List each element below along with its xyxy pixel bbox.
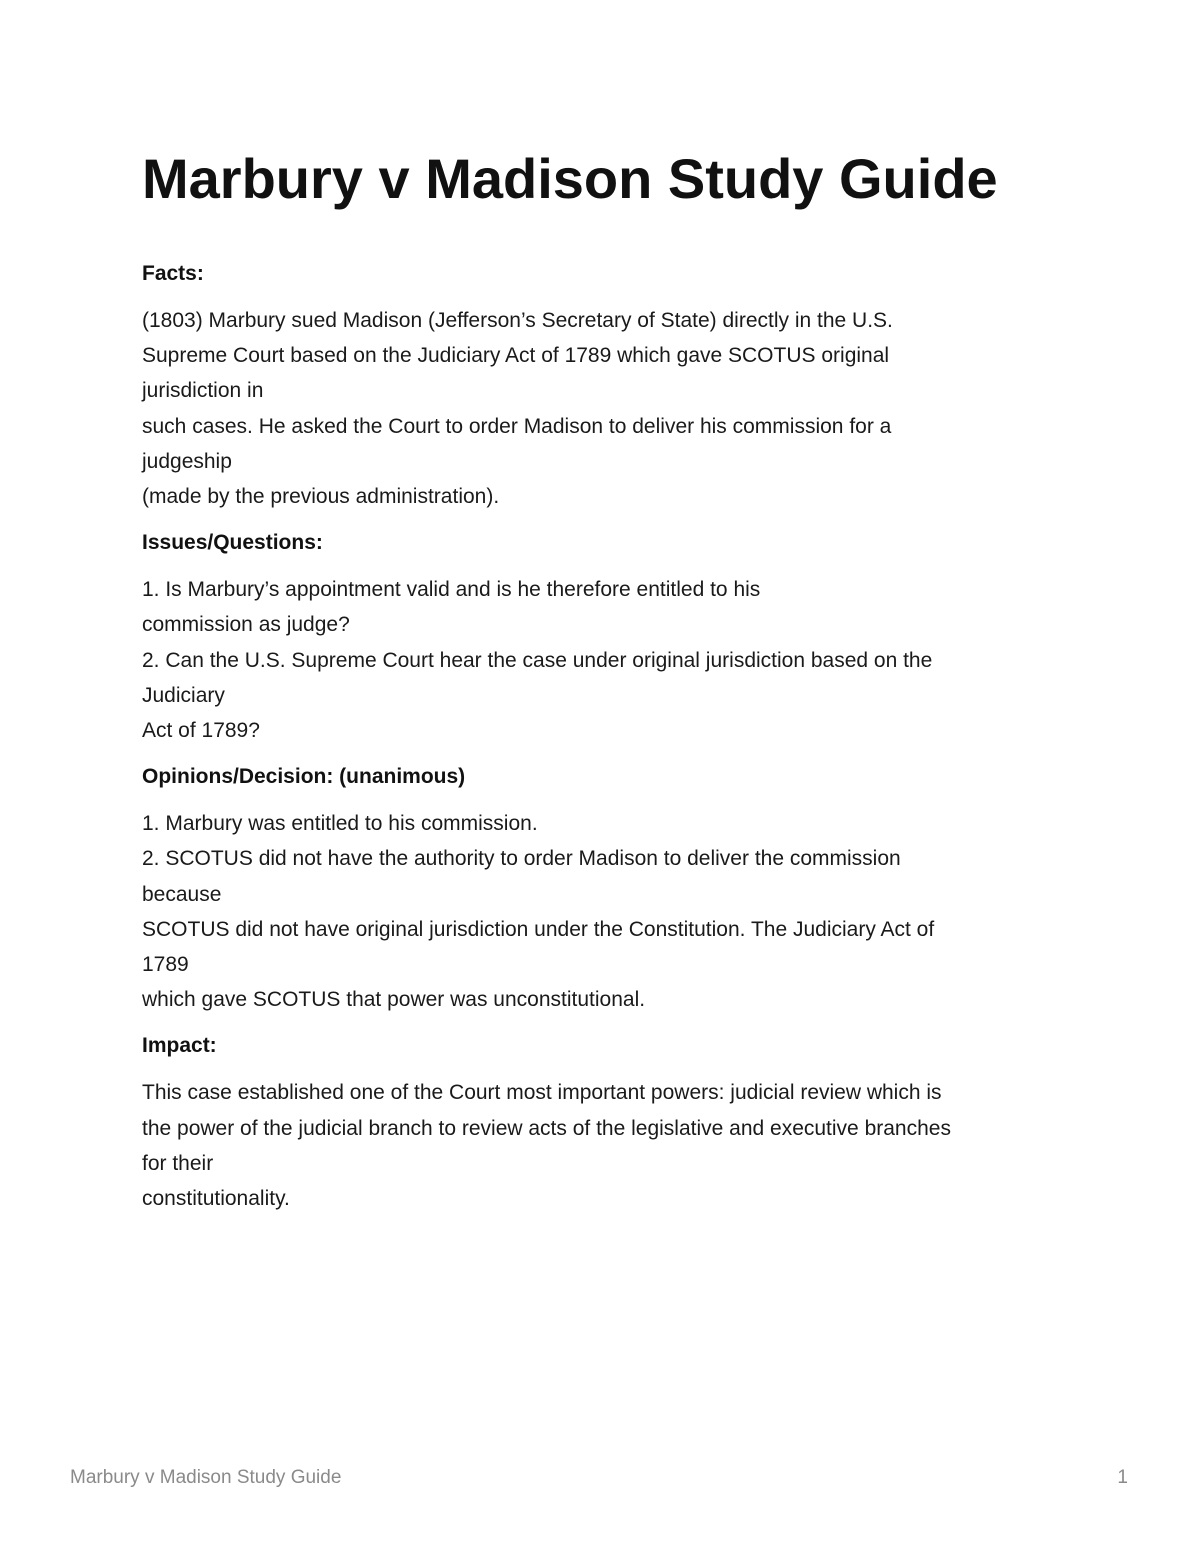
paragraph xyxy=(142,303,1062,514)
footer-title: Marbury v Madison Study Guide xyxy=(70,1467,342,1488)
section xyxy=(142,256,1062,514)
text-line: This case established one of the Court most important powers: judicial review which is xyxy=(142,1081,942,1105)
page-title: Marbury v Madison Study Guide xyxy=(142,147,998,210)
text-line: Supreme Court based on the Judiciary Act of 1789 which gave SCOTUS original xyxy=(142,344,890,368)
text-line: Judiciary xyxy=(142,683,225,707)
text-line: because xyxy=(142,882,222,906)
text-line: which gave SCOTUS that power was unconstitutional. xyxy=(142,988,646,1012)
paragraph xyxy=(142,1075,1062,1216)
paragraph xyxy=(142,572,1062,748)
section-heading: Facts: xyxy=(142,262,204,285)
text-line: for their xyxy=(142,1151,214,1175)
text-line: the power of the judicial branch to review acts of the legislative and executive branches xyxy=(142,1116,951,1140)
text-line: SCOTUS did not have original jurisdiction under the Constitution. The Judiciary Act of xyxy=(142,917,935,941)
text-line: Act of 1789? xyxy=(142,719,260,743)
text-line: (1803) Marbury sued Madison (Jefferson’s Secretary of State) directly in the U.S. xyxy=(142,309,893,332)
text-line: 2. SCOTUS did not have the authority to order Madison to deliver the commission xyxy=(142,847,901,871)
document-body xyxy=(142,256,1062,1227)
text-line: jurisdiction in xyxy=(142,379,264,403)
text-line: 1789 xyxy=(142,953,189,977)
text-line: commission as judge? xyxy=(142,613,350,637)
text-line: 2. Can the U.S. Supreme Court hear the case under original jurisdiction based on the xyxy=(142,648,933,672)
section xyxy=(142,759,1062,1017)
section xyxy=(142,525,1062,748)
paragraph xyxy=(142,806,1062,1017)
text-line: constitutionality. xyxy=(142,1187,290,1211)
section-heading: Issues/Questions: xyxy=(142,531,323,555)
text-line: 1. Marbury was entitled to his commission. xyxy=(142,812,538,836)
section xyxy=(142,1028,1062,1216)
section-heading: Opinions/Decision: (unanimous) xyxy=(142,765,466,789)
text-line: 1. Is Marbury’s appointment valid and is he therefore entitled to his xyxy=(142,578,761,602)
text-line: judgeship xyxy=(142,449,232,473)
text-line: (made by the previous administration). xyxy=(142,485,500,509)
section-heading: Impact: xyxy=(142,1034,217,1058)
footer-page-number: 1 xyxy=(1117,1467,1128,1488)
text-line: such cases. He asked the Court to order Madison to deliver his commission for a xyxy=(142,414,892,438)
